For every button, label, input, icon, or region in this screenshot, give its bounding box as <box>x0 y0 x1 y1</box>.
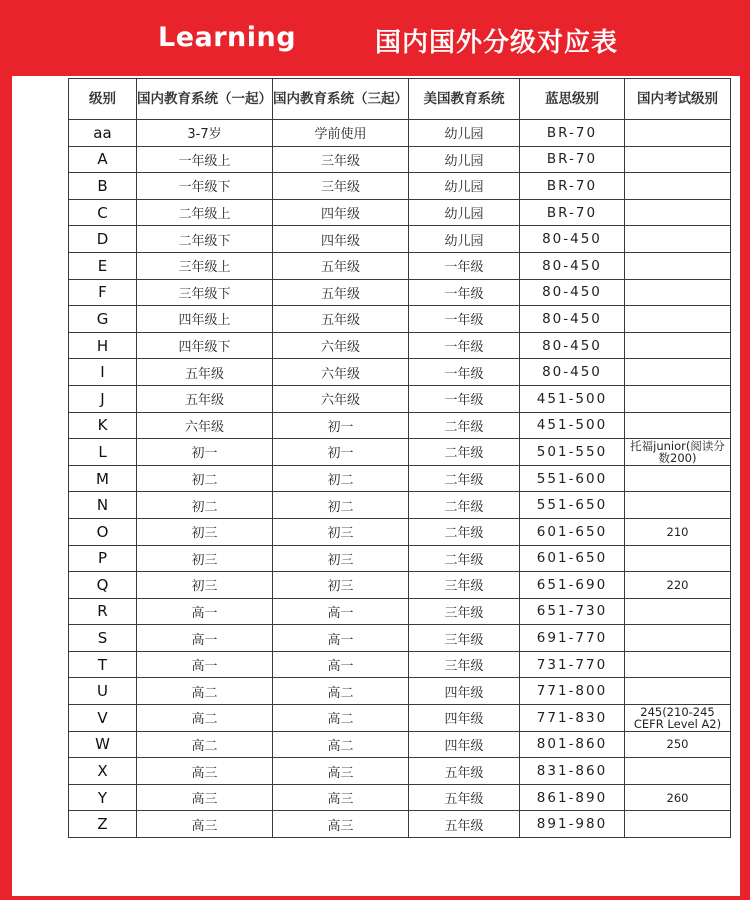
cell-us-grade: 一年级 <box>409 385 520 412</box>
table-row <box>69 279 731 306</box>
cell-lexile: 731-770 <box>520 651 625 678</box>
cell-exam <box>625 279 731 306</box>
cell-level: aa <box>69 120 137 147</box>
cell-exam <box>625 545 731 572</box>
cell-domestic-grade1: 高二 <box>137 705 273 732</box>
cell-domestic-grade3: 初一 <box>273 439 409 466</box>
cell-us-grade: 一年级 <box>409 332 520 359</box>
cell-domestic-grade3: 五年级 <box>273 279 409 306</box>
table-row <box>69 572 731 599</box>
cell-domestic-grade3: 初二 <box>273 465 409 492</box>
table-row <box>69 731 731 758</box>
cell-us-grade: 二年级 <box>409 465 520 492</box>
table-row <box>69 492 731 519</box>
cell-lexile: 80-450 <box>520 252 625 279</box>
cell-domestic-grade3: 初二 <box>273 492 409 519</box>
header-domestic-grade3: 国内教育系统（三起） <box>273 79 409 120</box>
cell-domestic-grade1: 三年级上 <box>137 252 273 279</box>
cell-lexile: 771-830 <box>520 705 625 732</box>
cell-exam <box>625 625 731 652</box>
table-row <box>69 811 731 838</box>
cell-domestic-grade1: 高三 <box>137 758 273 785</box>
cell-domestic-grade3: 六年级 <box>273 332 409 359</box>
cell-level: Z <box>69 811 137 838</box>
table-row <box>69 226 731 253</box>
cell-level: S <box>69 625 137 652</box>
table-row <box>69 306 731 333</box>
cell-level: M <box>69 465 137 492</box>
cell-level: R <box>69 598 137 625</box>
cell-domestic-grade1: 初三 <box>137 545 273 572</box>
cell-domestic-grade3: 高一 <box>273 651 409 678</box>
cell-domestic-grade1: 五年级 <box>137 385 273 412</box>
page-title: 国内国外分级对应表 <box>375 28 619 58</box>
cell-exam: 260 <box>625 784 731 811</box>
cell-domestic-grade1: 初三 <box>137 572 273 599</box>
cell-domestic-grade1: 高一 <box>137 651 273 678</box>
cell-lexile: 551-600 <box>520 465 625 492</box>
cell-domestic-grade3: 高二 <box>273 731 409 758</box>
cell-lexile: 551-650 <box>520 492 625 519</box>
cell-us-grade: 一年级 <box>409 252 520 279</box>
table-row <box>69 545 731 572</box>
cell-domestic-grade3: 高一 <box>273 625 409 652</box>
table-row <box>69 385 731 412</box>
cell-us-grade: 幼儿园 <box>409 146 520 173</box>
cell-exam <box>625 199 731 226</box>
table-sheet <box>12 76 740 896</box>
cell-domestic-grade1: 初二 <box>137 492 273 519</box>
cell-lexile: 691-770 <box>520 625 625 652</box>
cell-us-grade: 幼儿园 <box>409 120 520 147</box>
cell-domestic-grade3: 高三 <box>273 758 409 785</box>
cell-level: I <box>69 359 137 386</box>
cell-lexile: BR-70 <box>520 173 625 200</box>
cell-level: K <box>69 412 137 439</box>
cell-domestic-grade1: 四年级下 <box>137 332 273 359</box>
cell-exam <box>625 226 731 253</box>
cell-us-grade: 一年级 <box>409 306 520 333</box>
cell-exam <box>625 306 731 333</box>
header-level: 级别 <box>69 79 137 120</box>
cell-exam <box>625 678 731 705</box>
cell-us-grade: 幼儿园 <box>409 226 520 253</box>
cell-exam <box>625 811 731 838</box>
cell-exam: 220 <box>625 572 731 599</box>
cell-us-grade: 四年级 <box>409 678 520 705</box>
cell-domestic-grade3: 高三 <box>273 784 409 811</box>
cell-domestic-grade1: 初二 <box>137 465 273 492</box>
cell-domestic-grade3: 五年级 <box>273 252 409 279</box>
cell-level: B <box>69 173 137 200</box>
cell-exam <box>625 146 731 173</box>
cell-us-grade: 五年级 <box>409 784 520 811</box>
cell-exam <box>625 332 731 359</box>
cell-domestic-grade3: 四年级 <box>273 226 409 253</box>
cell-domestic-grade3: 初一 <box>273 412 409 439</box>
cell-exam <box>625 651 731 678</box>
cell-domestic-grade1: 六年级 <box>137 412 273 439</box>
cell-us-grade: 三年级 <box>409 651 520 678</box>
cell-level: W <box>69 731 137 758</box>
cell-level: H <box>69 332 137 359</box>
cell-domestic-grade3: 高三 <box>273 811 409 838</box>
table-row <box>69 173 731 200</box>
cell-lexile: 651-690 <box>520 572 625 599</box>
cell-lexile: BR-70 <box>520 120 625 147</box>
cell-level: X <box>69 758 137 785</box>
cell-domestic-grade1: 高一 <box>137 625 273 652</box>
cell-level: Y <box>69 784 137 811</box>
cell-domestic-grade3: 初三 <box>273 545 409 572</box>
cell-domestic-grade3: 三年级 <box>273 173 409 200</box>
cell-exam <box>625 492 731 519</box>
cell-exam <box>625 252 731 279</box>
cell-exam <box>625 385 731 412</box>
cell-lexile: 891-980 <box>520 811 625 838</box>
cell-lexile: 501-550 <box>520 439 625 466</box>
cell-exam <box>625 173 731 200</box>
cell-domestic-grade3: 初三 <box>273 518 409 545</box>
cell-domestic-grade3: 四年级 <box>273 199 409 226</box>
cell-us-grade: 四年级 <box>409 705 520 732</box>
cell-lexile: 80-450 <box>520 332 625 359</box>
cell-exam: 250 <box>625 731 731 758</box>
cell-domestic-grade3: 高一 <box>273 598 409 625</box>
cell-domestic-grade3: 高二 <box>273 705 409 732</box>
cell-domestic-grade1: 一年级上 <box>137 146 273 173</box>
table-row <box>69 598 731 625</box>
cell-exam <box>625 598 731 625</box>
cell-level: O <box>69 518 137 545</box>
table-row <box>69 625 731 652</box>
cell-level: A <box>69 146 137 173</box>
cell-us-grade: 幼儿园 <box>409 199 520 226</box>
table-row <box>69 412 731 439</box>
cell-domestic-grade1: 高三 <box>137 811 273 838</box>
cell-lexile: BR-70 <box>520 146 625 173</box>
table-row <box>69 651 731 678</box>
cell-domestic-grade1: 高二 <box>137 678 273 705</box>
cell-lexile: 651-730 <box>520 598 625 625</box>
cell-level: G <box>69 306 137 333</box>
cell-domestic-grade1: 高三 <box>137 784 273 811</box>
cell-us-grade: 二年级 <box>409 439 520 466</box>
cell-exam: 托福junior(阅读分数200) <box>625 439 731 466</box>
table-row <box>69 359 731 386</box>
cell-level: C <box>69 199 137 226</box>
cell-lexile: 80-450 <box>520 226 625 253</box>
cell-exam: 245(210-245 CEFR Level A2) <box>625 705 731 732</box>
table-row <box>69 758 731 785</box>
table-row <box>69 518 731 545</box>
cell-lexile: 601-650 <box>520 518 625 545</box>
header-domestic-exam: 国内考试级别 <box>625 79 731 120</box>
cell-domestic-grade3: 五年级 <box>273 306 409 333</box>
cell-exam <box>625 412 731 439</box>
cell-domestic-grade3: 初三 <box>273 572 409 599</box>
cell-us-grade: 一年级 <box>409 279 520 306</box>
cell-lexile: BR-70 <box>520 199 625 226</box>
cell-domestic-grade1: 三年级下 <box>137 279 273 306</box>
table-row <box>69 120 731 147</box>
table-row <box>69 784 731 811</box>
cell-lexile: 80-450 <box>520 306 625 333</box>
cell-lexile: 451-500 <box>520 385 625 412</box>
cell-lexile: 801-860 <box>520 731 625 758</box>
cell-level: J <box>69 385 137 412</box>
level-comparison-table <box>68 78 731 838</box>
cell-domestic-grade3: 三年级 <box>273 146 409 173</box>
header-us-system: 美国教育系统 <box>409 79 520 120</box>
cell-lexile: 861-890 <box>520 784 625 811</box>
cell-us-grade: 五年级 <box>409 811 520 838</box>
cell-us-grade: 三年级 <box>409 625 520 652</box>
cell-us-grade: 三年级 <box>409 572 520 599</box>
table-header-row <box>69 79 731 120</box>
cell-us-grade: 二年级 <box>409 545 520 572</box>
table-row <box>69 678 731 705</box>
cell-domestic-grade3: 高二 <box>273 678 409 705</box>
cell-domestic-grade1: 3-7岁 <box>137 120 273 147</box>
cell-domestic-grade1: 五年级 <box>137 359 273 386</box>
cell-lexile: 80-450 <box>520 279 625 306</box>
cell-level: Q <box>69 572 137 599</box>
table-row <box>69 199 731 226</box>
cell-level: L <box>69 439 137 466</box>
cell-level: P <box>69 545 137 572</box>
cell-us-grade: 四年级 <box>409 731 520 758</box>
cell-domestic-grade1: 初三 <box>137 518 273 545</box>
cell-level: F <box>69 279 137 306</box>
cell-lexile: 601-650 <box>520 545 625 572</box>
cell-exam <box>625 359 731 386</box>
cell-level: T <box>69 651 137 678</box>
cell-domestic-grade1: 四年级上 <box>137 306 273 333</box>
cell-us-grade: 二年级 <box>409 518 520 545</box>
cell-exam: 210 <box>625 518 731 545</box>
cell-level: D <box>69 226 137 253</box>
cell-domestic-grade3: 六年级 <box>273 385 409 412</box>
header-band <box>0 0 750 76</box>
header-lexile: 蓝思级别 <box>520 79 625 120</box>
cell-domestic-grade1: 高一 <box>137 598 273 625</box>
cell-us-grade: 三年级 <box>409 598 520 625</box>
cell-us-grade: 幼儿园 <box>409 173 520 200</box>
table-row <box>69 252 731 279</box>
table-row <box>69 146 731 173</box>
cell-us-grade: 五年级 <box>409 758 520 785</box>
cell-lexile: 831-860 <box>520 758 625 785</box>
table-row <box>69 332 731 359</box>
cell-us-grade: 一年级 <box>409 359 520 386</box>
table-row <box>69 465 731 492</box>
header-domestic-grade1: 国内教育系统（一起） <box>137 79 273 120</box>
cell-exam <box>625 465 731 492</box>
cell-lexile: 771-800 <box>520 678 625 705</box>
cell-lexile: 451-500 <box>520 412 625 439</box>
cell-exam <box>625 120 731 147</box>
brand-logo-text: Learning <box>158 22 297 53</box>
cell-level: E <box>69 252 137 279</box>
cell-domestic-grade3: 六年级 <box>273 359 409 386</box>
cell-domestic-grade1: 高二 <box>137 731 273 758</box>
cell-us-grade: 二年级 <box>409 412 520 439</box>
cell-level: N <box>69 492 137 519</box>
cell-level: V <box>69 705 137 732</box>
cell-level: U <box>69 678 137 705</box>
cell-domestic-grade1: 二年级下 <box>137 226 273 253</box>
cell-domestic-grade1: 一年级下 <box>137 173 273 200</box>
cell-domestic-grade3: 学前使用 <box>273 120 409 147</box>
cell-domestic-grade1: 二年级上 <box>137 199 273 226</box>
table-row <box>69 439 731 466</box>
cell-exam <box>625 758 731 785</box>
cell-us-grade: 二年级 <box>409 492 520 519</box>
table-row <box>69 705 731 732</box>
cell-domestic-grade1: 初一 <box>137 439 273 466</box>
cell-lexile: 80-450 <box>520 359 625 386</box>
